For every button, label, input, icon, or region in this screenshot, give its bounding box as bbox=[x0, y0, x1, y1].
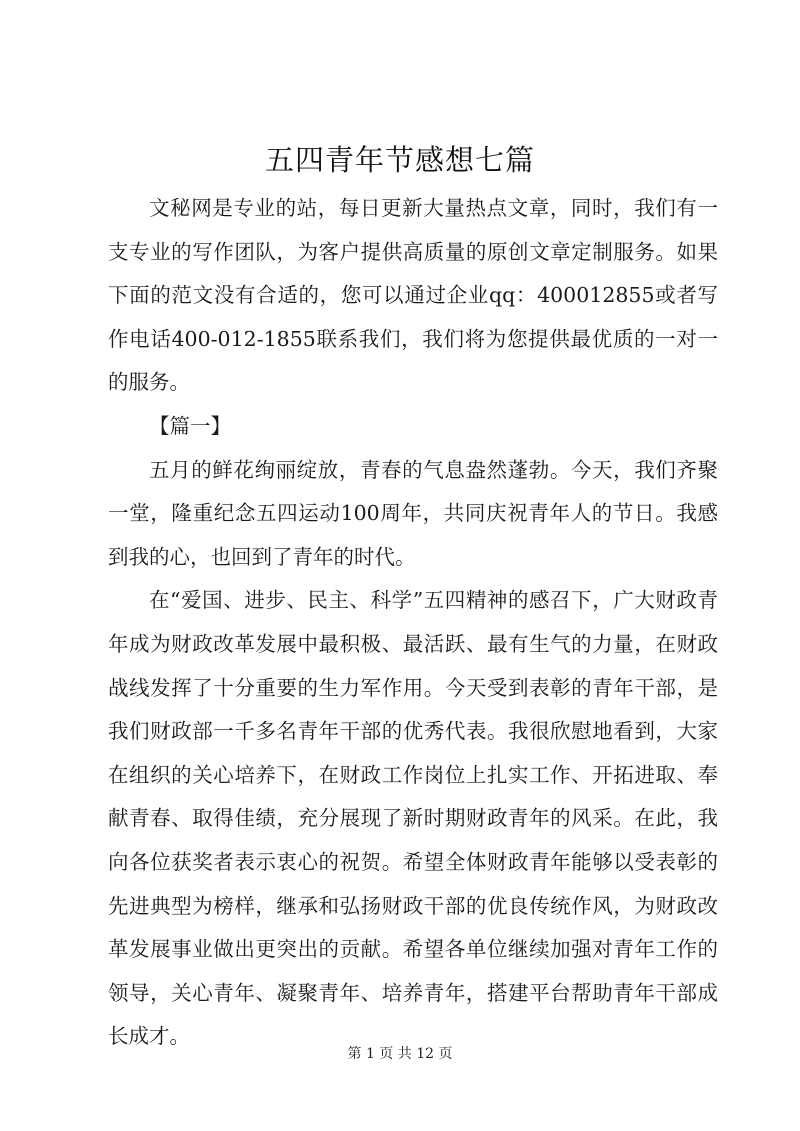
document-title: 五四青年节感想七篇 bbox=[264, 143, 535, 177]
section-heading: 【篇一】 bbox=[149, 413, 231, 438]
document-body bbox=[108, 187, 718, 1059]
body-paragraph-2: 在“爱国、进步、民主、科学”五四精神的感召下，广大财政青年成为财政改革发展中最积极、最活跃、最有生气的力量，在财政战线发挥了十分重要的生力军作用。今天受到表彰的青年干部，是我们财政部一千多名青年干部的优秀代表。我很欣慰地看到，大家在组织的关心培养下，在财政工作岗位上扎实工作、开拓进取、奉献青春、取得佳绩，充分展现了新时期财政青年的风采。在此，我向各位获奖者表示衷心的祝贺。希望全体财政青年能够以受表彰的先进典型为榜样，继承和弘扬财政干部的优良传统作风，为财政改革发展事业做出更突出的贡献。希望各单位继续加强对青年工作的领导，关心青年、凝聚青年、培养青年，搭建平台帮助青年干部成长成才。 bbox=[108, 588, 718, 1049]
intro-paragraph: 文秘网是专业的站，每日更新大量热点文章，同时，我们有一支专业的写作团队，为客户提供高质量的原创文章定制服务。如果下面的范文没有合适的，您可以通过企业qq：400012855或者写作电话400-012-1855联系我们，我们将为您提供最优质的一对一的服务。 bbox=[108, 196, 718, 395]
body-paragraph-1: 五月的鲜花绚丽绽放，青春的气息盎然蓬勃。今天，我们齐聚一堂，隆重纪念五四运动100周年，共同庆祝青年人的节日。我感到我的心，也回到了青年的时代。 bbox=[108, 457, 718, 569]
page-number-footer: 第 1 页 共 12 页 bbox=[347, 1046, 453, 1062]
